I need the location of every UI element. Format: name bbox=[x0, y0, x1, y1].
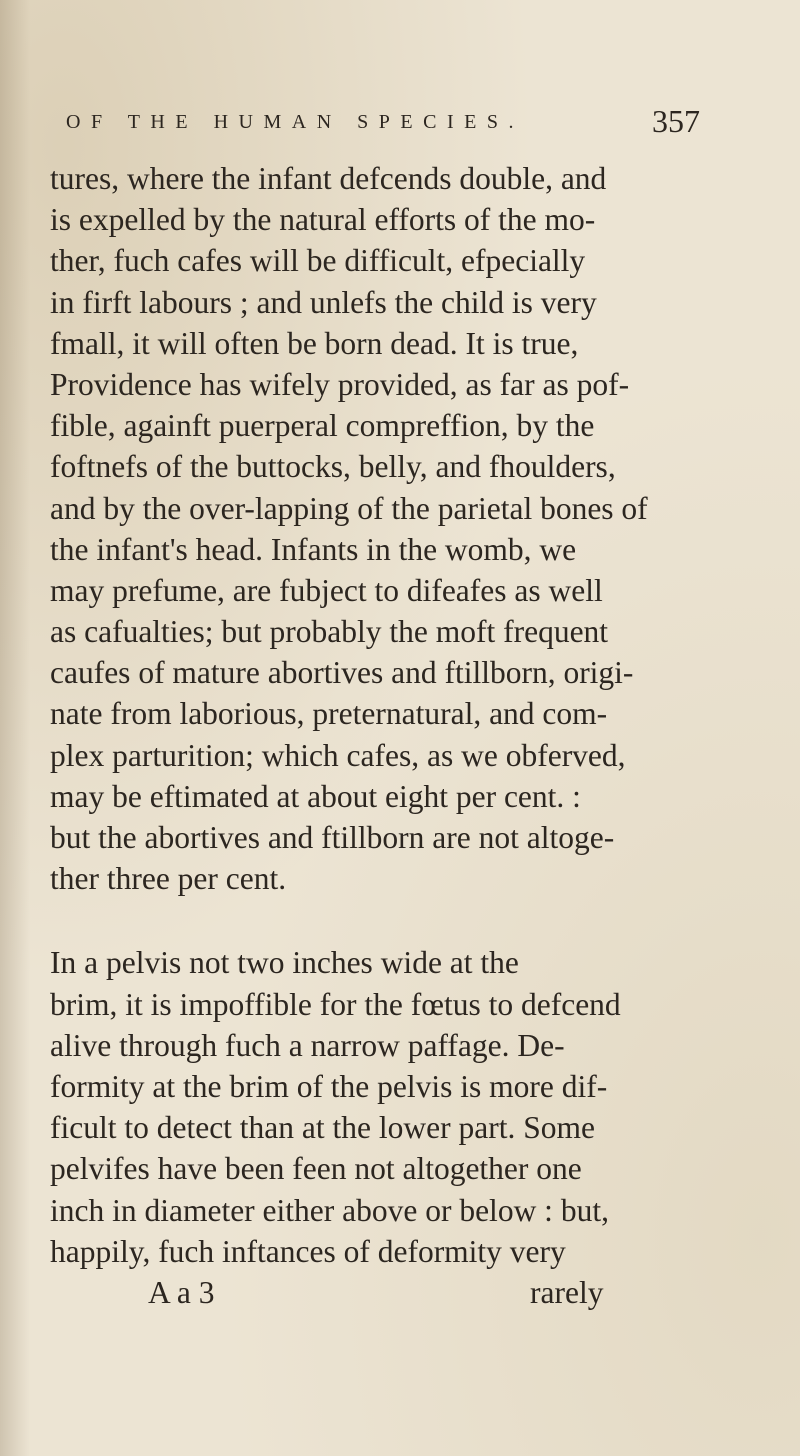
running-head bbox=[66, 103, 716, 143]
signature-mark: A a 3 bbox=[148, 1274, 215, 1310]
text-line: ther three per cent. bbox=[50, 861, 287, 897]
text-line: inch in diameter either above or below : but, bbox=[50, 1192, 609, 1228]
text-line: pelvifes have been feen not altogether one bbox=[50, 1151, 582, 1187]
text-line: brim, it is impoffible for the fœtus to defcend bbox=[50, 986, 621, 1022]
body-text bbox=[50, 158, 750, 1313]
page-gutter-shadow bbox=[0, 0, 30, 1456]
text-line: ficult to detect than at the lower part. Some bbox=[50, 1110, 595, 1146]
text-line: ther, fuch cafes will be difficult, efpecially bbox=[50, 243, 586, 279]
text-line: but the abortives and ftillborn are not altoge- bbox=[50, 820, 615, 855]
text-line: alive through fuch a narrow paffage. De- bbox=[50, 1027, 565, 1063]
text-line: happily, fuch inftances of deformity very bbox=[50, 1233, 566, 1269]
text-line: caufes of mature abortives and ftillborn, origi- bbox=[50, 655, 634, 691]
text-line: nate from laborious, preternatural, and com- bbox=[50, 696, 608, 732]
text-line: plex parturition; which cafes, as we obferved, bbox=[50, 737, 626, 773]
text-line: fible, againft puerperal compreffion, by the bbox=[50, 408, 595, 444]
running-title: OF THE HUMAN SPECIES. bbox=[66, 111, 524, 133]
text-line: the infant's head. Infants in the womb, we bbox=[50, 531, 577, 567]
text-line: In a pelvis not two inches wide at the bbox=[50, 945, 519, 981]
text-line: foftnefs of the buttocks, belly, and fhoulders, bbox=[50, 449, 616, 485]
text-line: fmall, it will often be born dead. It is true, bbox=[50, 325, 579, 361]
text-line: in firft labours ; and unlefs the child is very bbox=[50, 284, 597, 320]
paragraph-gap bbox=[50, 899, 750, 942]
text-line: as cafualties; but probably the moft frequent bbox=[50, 614, 609, 650]
catchword: rarely bbox=[530, 1274, 604, 1310]
text-line: formity at the brim of the pelvis is more dif- bbox=[50, 1068, 608, 1104]
text-line: may be eftimated at about eight per cent. : bbox=[50, 778, 581, 814]
paragraph-2 bbox=[50, 942, 750, 1272]
paragraph-1 bbox=[50, 158, 750, 899]
text-line: and by the over-lapping of the parietal bones of bbox=[50, 490, 648, 526]
text-line: Providence has wifely provided, as far as pof- bbox=[50, 366, 630, 402]
page-footer bbox=[50, 1272, 750, 1313]
text-line: tures, where the infant defcends double, and bbox=[50, 161, 607, 196]
text-line: is expelled by the natural efforts of the mo- bbox=[50, 202, 596, 238]
page-number: 357 bbox=[652, 103, 700, 139]
text-line: may prefume, are fubject to difeafes as well bbox=[50, 572, 603, 608]
